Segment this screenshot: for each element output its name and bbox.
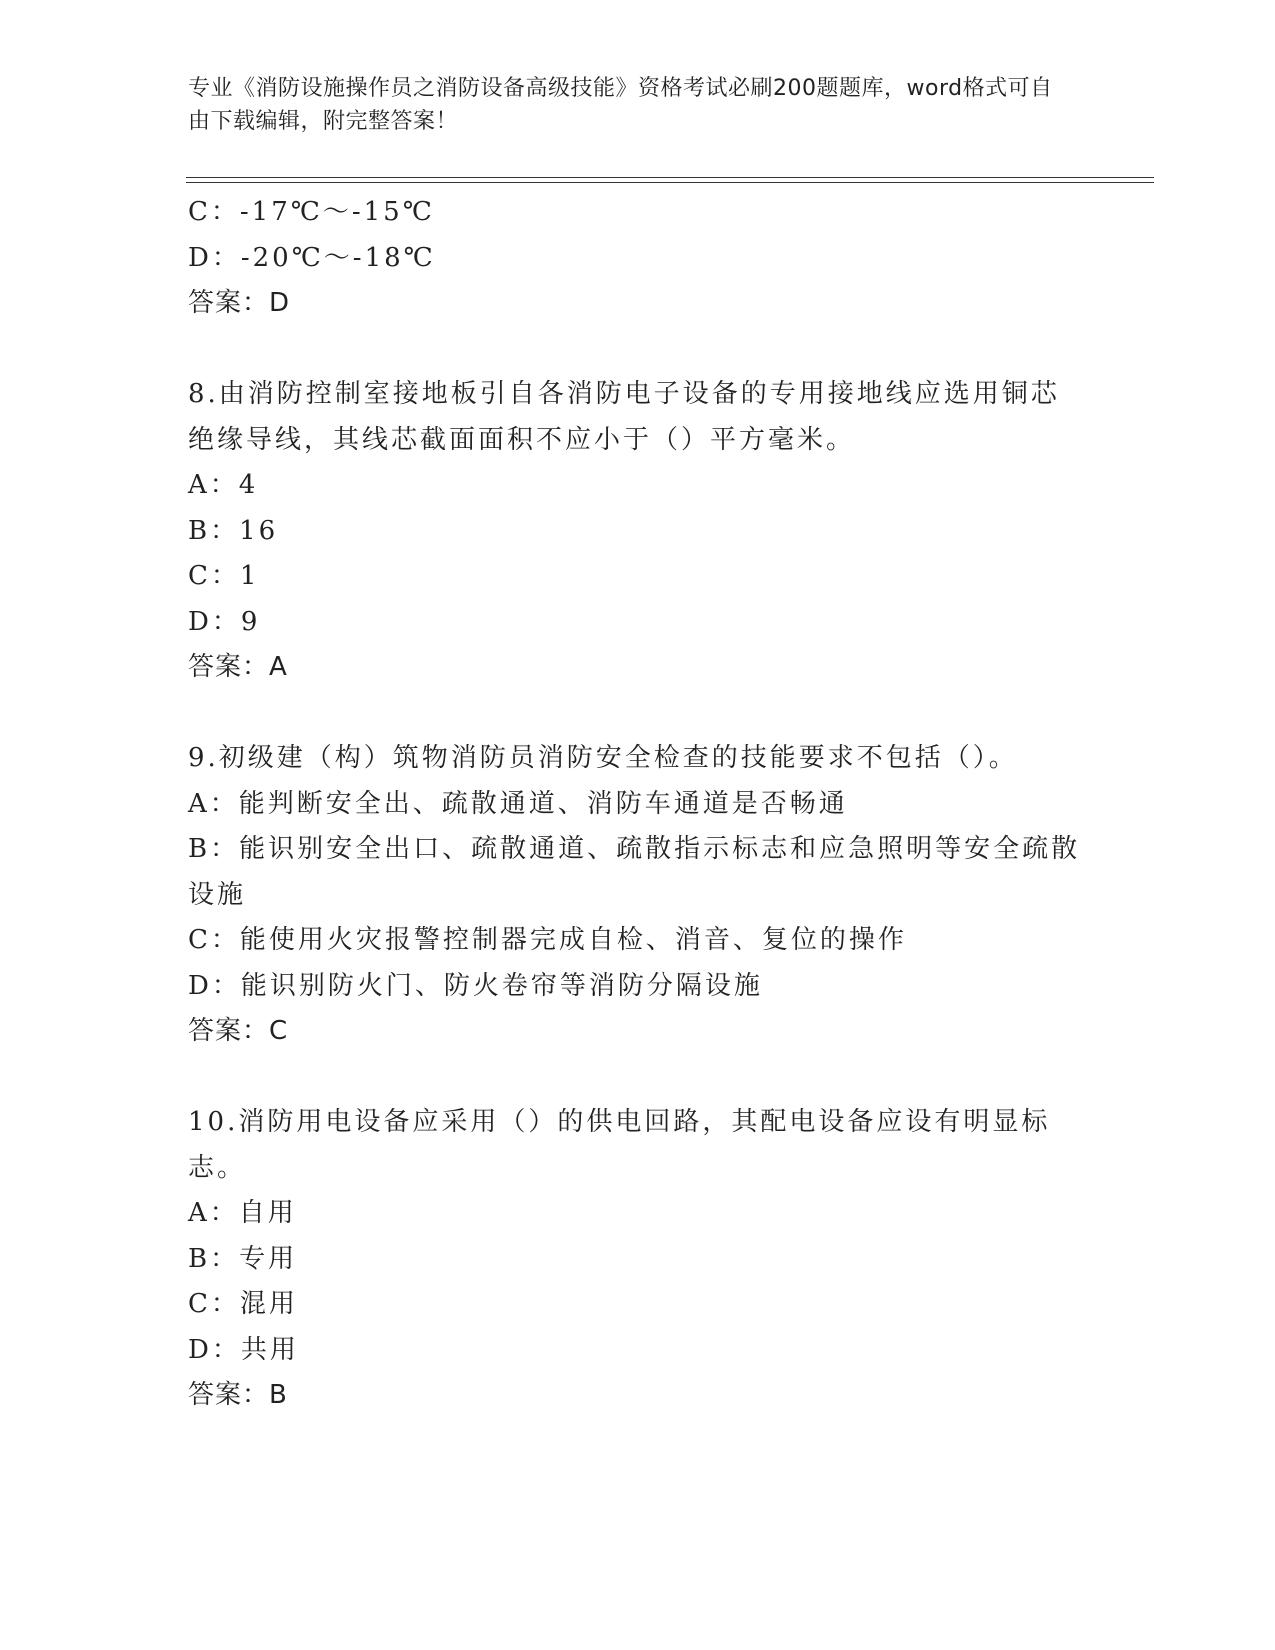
document-body [188, 190, 1088, 1419]
option-a: A：4 [188, 470, 259, 500]
option-d: D：能识别防火门、防火卷帘等消防分隔设施 [188, 970, 763, 1001]
answer-line: 答案：D [188, 288, 291, 318]
page-header-title: 专业《消防设施操作员之消防设备高级技能》资格考试必刷200题题库，word格式可自由下载编辑，附完整答案！ [188, 76, 1053, 134]
question-stem: 9.初级建（构）筑物消防员消防安全检查的技能要求不包括（）。 [188, 743, 1018, 773]
option-a: A：自用 [188, 1198, 297, 1228]
answer-line: 答案：B [188, 1380, 288, 1410]
option-b: B：专用 [188, 1243, 298, 1274]
option-c: C：混用 [188, 1289, 298, 1319]
option-c: C：能使用火灾报警控制器完成自检、消音、复位的操作 [188, 925, 907, 955]
option-d: D：9 [188, 606, 261, 637]
option-b: B：16 [188, 515, 279, 546]
spacer [188, 691, 1088, 737]
option-d: D：-20℃～-18℃ [188, 242, 436, 273]
spacer [188, 327, 1088, 373]
header-divider-bottom [186, 182, 1154, 183]
question-9 [188, 736, 1088, 1055]
question-stem: 10.消防用电设备应采用（）的供电回路，其配电设备应设有明显标志。 [188, 1107, 1051, 1183]
header-divider-top [186, 177, 1154, 178]
option-b: B：能识别安全出口、疏散通道、疏散指示标志和应急照明等安全疏散设施 [188, 834, 1081, 910]
question-10 [188, 1100, 1088, 1419]
question-8 [188, 372, 1088, 691]
question-7-continued [188, 190, 1088, 327]
option-d: D：共用 [188, 1334, 299, 1365]
option-c: C：1 [188, 561, 260, 591]
spacer [188, 1055, 1088, 1101]
question-stem: 8.由消防控制室接地板引自各消防电子设备的专用接地线应选用铜芯绝缘导线，其线芯截面面积不应小于（）平方毫米。 [188, 379, 1060, 455]
option-c: C：-17℃～-15℃ [188, 197, 435, 227]
answer-line: 答案：C [188, 1016, 289, 1046]
answer-line: 答案：A [188, 652, 288, 682]
option-a: A：能判断安全出、疏散通道、消防车通道是否畅通 [188, 788, 848, 819]
